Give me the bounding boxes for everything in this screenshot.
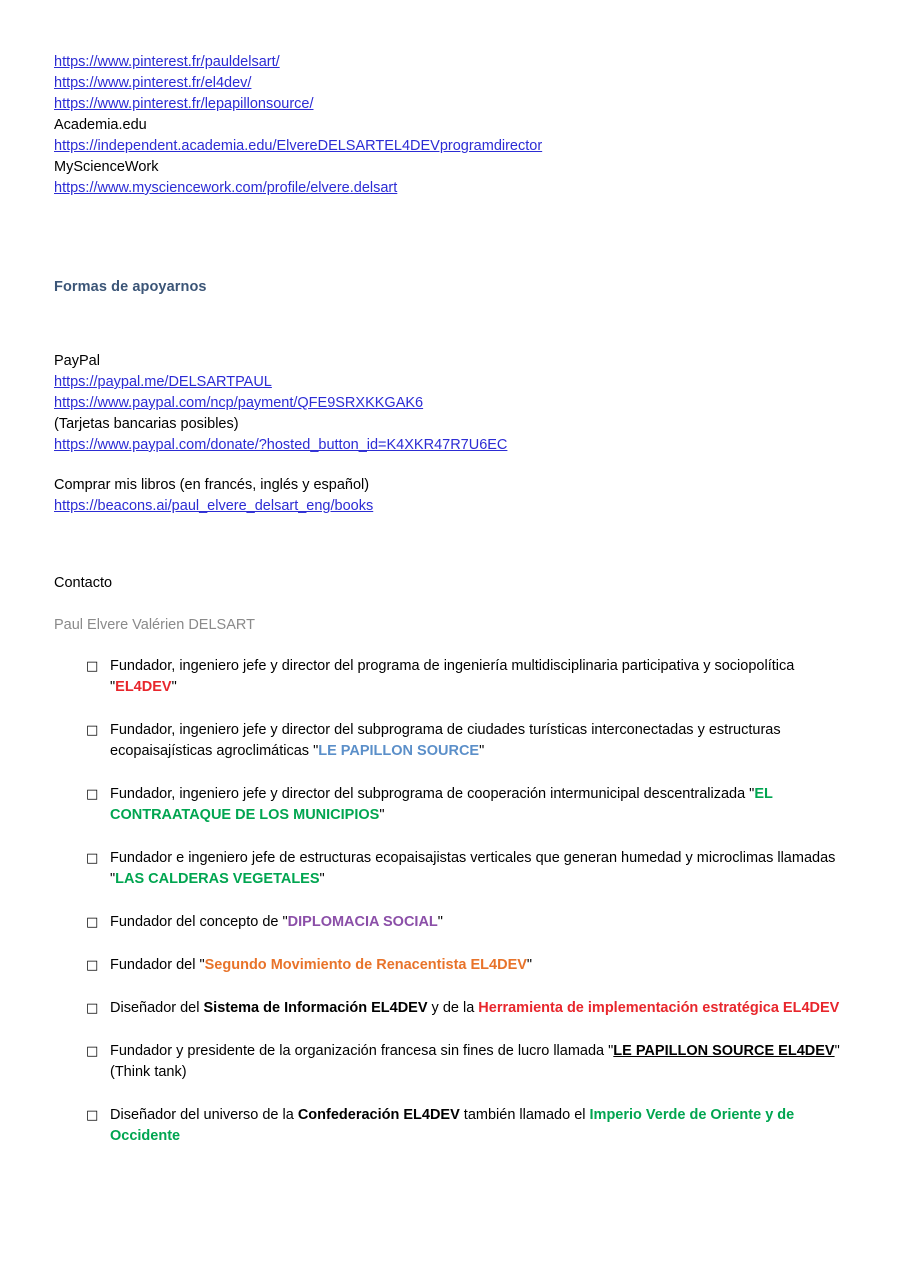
- square-bullet-icon: □: [86, 1001, 99, 1016]
- role-sistema-informacion-text: [110, 998, 857, 1019]
- paypal-link-2[interactable]: https://www.paypal.com/ncp/payment/QFE9SRXKKGAK6: [54, 395, 424, 411]
- role-sistema-informacion-run-0: Diseñador del: [110, 1000, 204, 1016]
- role-el4dev-program-text: [110, 656, 857, 698]
- role-el4dev-program: [86, 656, 857, 698]
- role-calderas-vegetales-text: [110, 848, 857, 890]
- profile-link-4[interactable]: https://independent.academia.edu/ElvereDELSARTEL4DEVprogramdirector: [54, 138, 543, 154]
- contact-person-name: Paul Elvere Valérien DELSART: [54, 617, 255, 633]
- role-calderas-vegetales-run-2: ": [319, 871, 325, 887]
- profile-link-0[interactable]: https://www.pinterest.fr/pauldelsart/: [54, 54, 280, 70]
- profile-text-5: MyScienceWork: [54, 159, 159, 175]
- role-diplomacia-social-run-1: DIPLOMACIA SOCIAL: [287, 914, 438, 930]
- role-think-tank-run-1: LE PAPILLON SOURCE EL4DEV: [613, 1043, 835, 1059]
- role-papillon-source-run-2: ": [479, 743, 485, 759]
- profile-link-1[interactable]: https://www.pinterest.fr/el4dev/: [54, 75, 252, 91]
- profile-links-block: [54, 52, 857, 199]
- role-diplomacia-social-run-0: Fundador del concepto de ": [110, 914, 288, 930]
- square-bullet-icon: □: [86, 958, 99, 973]
- role-segundo-movimiento-run-1: Segundo Movimiento de Renacentista EL4DEV: [204, 957, 527, 973]
- spacer: [54, 456, 857, 475]
- spacer: [54, 594, 857, 615]
- role-diplomacia-social: [86, 912, 857, 933]
- spacer: [54, 517, 857, 573]
- spacer: [54, 636, 857, 656]
- square-bullet-icon: □: [86, 851, 99, 866]
- role-confederacion-run-0: Diseñador del universo de la: [110, 1107, 298, 1123]
- role-el4dev-program-run-0: Fundador, ingeniero jefe y director del programa de ingeniería multidisciplinaria participativa y sociopolítica ": [110, 658, 795, 695]
- role-contraataque-municipios: [86, 784, 857, 826]
- role-sistema-informacion-run-1: Sistema de Información EL4DEV: [203, 1000, 428, 1016]
- role-papillon-source-text: [110, 720, 857, 762]
- books-links-block: [54, 475, 857, 517]
- paypal-links-block: [54, 351, 857, 456]
- roles-list: [54, 656, 857, 1147]
- role-think-tank: [86, 1041, 857, 1083]
- role-el4dev-program-run-2: ": [171, 679, 177, 695]
- paypal-text-0: PayPal: [54, 353, 100, 369]
- role-papillon-source-run-1: LE PAPILLON SOURCE: [318, 743, 480, 759]
- role-papillon-source-run-0: Fundador, ingeniero jefe y director del subprograma de ciudades turísticas interconectadas y estructuras ecopaisajísticas agroclimáticas ": [110, 722, 781, 759]
- books-link-1[interactable]: https://beacons.ai/paul_elvere_delsart_eng/books: [54, 498, 374, 514]
- square-bullet-icon: □: [86, 915, 99, 930]
- role-think-tank-run-2: " (Think tank): [110, 1043, 840, 1080]
- square-bullet-icon: □: [86, 787, 99, 802]
- role-confederacion-run-2: también llamado el: [459, 1107, 590, 1123]
- role-el4dev-program-run-1: EL4DEV: [115, 679, 172, 695]
- role-diplomacia-social-run-2: ": [437, 914, 443, 930]
- spacer: [54, 199, 857, 277]
- role-calderas-vegetales-run-0: Fundador e ingeniero jefe de estructuras ecopaisajistas verticales que generan humedad y microclimas llamadas ": [110, 850, 836, 887]
- role-think-tank-text: [110, 1041, 857, 1083]
- role-contraataque-municipios-run-2: ": [379, 807, 385, 823]
- spacer: [54, 298, 857, 351]
- role-contraataque-municipios-run-1: EL CONTRAATAQUE DE LOS MUNICIPIOS: [110, 786, 773, 823]
- square-bullet-icon: □: [86, 659, 99, 674]
- role-confederacion: [86, 1105, 857, 1147]
- role-sistema-informacion: [86, 998, 857, 1019]
- role-calderas-vegetales: [86, 848, 857, 890]
- role-contraataque-municipios-text: [110, 784, 857, 826]
- profile-text-3: Academia.edu: [54, 117, 147, 133]
- role-sistema-informacion-run-2: y de la: [427, 1000, 479, 1016]
- role-confederacion-run-1: Confederación EL4DEV: [297, 1107, 460, 1123]
- role-segundo-movimiento-text: [110, 955, 857, 976]
- books-text-0: Comprar mis libros (en francés, inglés y español): [54, 477, 370, 493]
- role-confederacion-run-3: Imperio Verde de Oriente y de Occidente: [110, 1107, 795, 1144]
- role-confederacion-text: [110, 1105, 857, 1147]
- paypal-link-4[interactable]: https://www.paypal.com/donate/?hosted_button_id=K4XKR47R7U6EC: [54, 437, 508, 453]
- square-bullet-icon: □: [86, 1108, 99, 1123]
- role-contraataque-municipios-run-0: Fundador, ingeniero jefe y director del subprograma de cooperación intermunicipal descentralizada ": [110, 786, 755, 802]
- role-diplomacia-social-text: [110, 912, 857, 933]
- role-sistema-informacion-run-3: Herramienta de implementación estratégica EL4DEV: [478, 1000, 840, 1016]
- role-segundo-movimiento-run-2: ": [526, 957, 533, 973]
- paypal-text-3: (Tarjetas bancarias posibles): [54, 416, 239, 432]
- section-heading-support: Formas de apoyarnos: [54, 279, 207, 295]
- role-segundo-movimiento-run-0: Fundador del ": [110, 957, 205, 973]
- profile-link-2[interactable]: https://www.pinterest.fr/lepapillonsource/: [54, 96, 314, 112]
- square-bullet-icon: □: [86, 1044, 99, 1059]
- paypal-link-1[interactable]: https://paypal.me/DELSARTPAUL: [54, 374, 272, 390]
- contact-label: Contacto: [54, 575, 113, 591]
- role-papillon-source: [86, 720, 857, 762]
- role-segundo-movimiento: [86, 955, 857, 976]
- square-bullet-icon: □: [86, 723, 99, 738]
- profile-link-6[interactable]: https://www.mysciencework.com/profile/elvere.delsart: [54, 180, 398, 196]
- role-calderas-vegetales-run-1: LAS CALDERAS VEGETALES: [115, 871, 320, 887]
- role-think-tank-run-0: Fundador y presidente de la organización francesa sin fines de lucro llamada ": [110, 1043, 614, 1059]
